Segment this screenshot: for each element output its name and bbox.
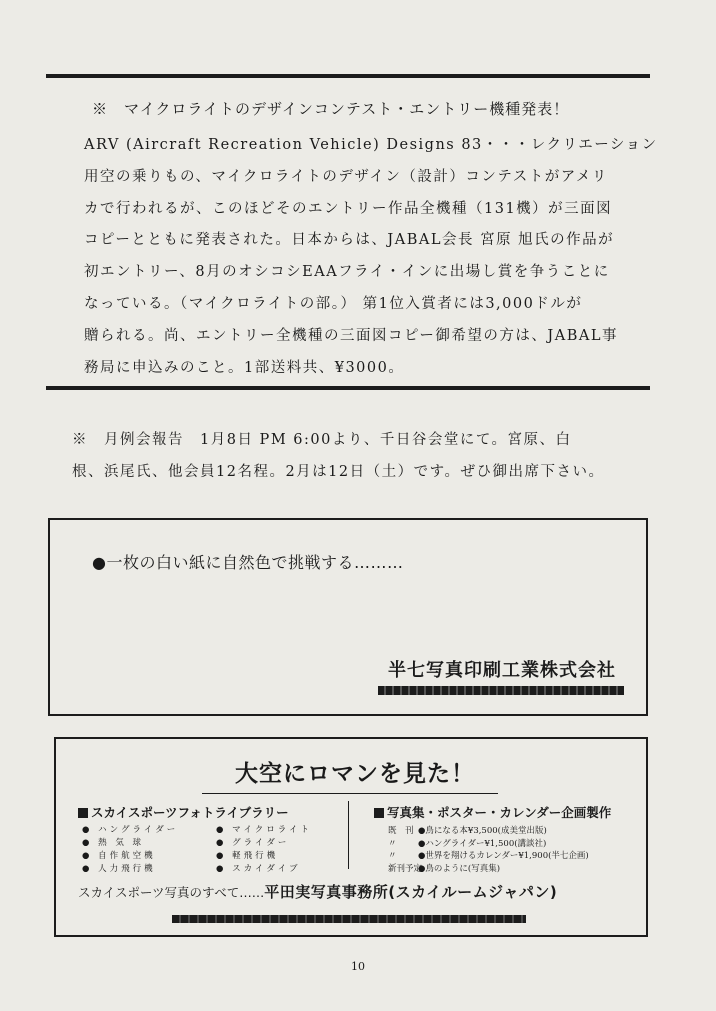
square-bullet-icon — [78, 808, 88, 818]
category-item: ● マイクロライト — [216, 825, 313, 835]
publication-item: 既 刊 ●鳥になる本¥3,500(成美堂出版) — [388, 826, 547, 836]
printer-slogan: ●一枚の白い紙に自然色で挑戦する……… — [92, 553, 404, 572]
printer-address-redacted — [378, 686, 624, 695]
column-divider — [348, 801, 349, 869]
photo-category-list — [82, 823, 332, 874]
top-rule — [46, 74, 650, 78]
category-item: ● ハングライダー — [82, 825, 179, 835]
photo-office-advertisement — [54, 737, 648, 937]
square-bullet-icon — [374, 808, 384, 818]
article-line: コピーとともに発表された。日本からは、JABAL会長 宮原 旭氏の作品が — [84, 232, 615, 249]
article-line: 初エントリー、8月のオシコシEAAフライ・インに出場し賞を争うことに — [84, 264, 610, 281]
title-underline — [202, 793, 498, 794]
article-body — [84, 130, 658, 384]
category-item: ● 人力飛行機 — [82, 864, 156, 874]
publication-item: 〃 ●世界を翔けるカレンダー¥1,900(半七企画) — [388, 851, 589, 861]
photo-office-tagline: スカイスポーツ写真のすべて……平田実写真事務所(スカイルームジャパン) — [78, 883, 558, 901]
category-item: ● 自作航空機 — [82, 851, 156, 861]
production-heading: 写真集・ポスター・カレンダー企画製作 — [374, 803, 611, 821]
article-line: なっている。（マイクロライトの部。） 第1位入賞者には3,000ドルが — [84, 295, 583, 312]
category-item: ● グライダー — [216, 838, 290, 848]
publication-item: 新刊予定●鳥のように(写真集) — [388, 863, 501, 874]
meeting-line: ※ 月例会報告 1月8日 PM 6:00より、千日谷会堂にて。宮原、白 — [72, 432, 572, 448]
photo-office-address-redacted — [172, 915, 526, 923]
page-number: 10 — [351, 960, 365, 973]
category-item: ● スカイダイブ — [216, 864, 301, 874]
article-heading: ※ マイクロライトのデザインコンテスト・エントリー機種発表！ — [92, 100, 570, 118]
photo-ad-title: 大空にロマンを見た！ — [235, 761, 475, 787]
publication-list — [388, 825, 648, 875]
article-line: ARV (Aircraft Recreation Vehicle) Designs 83・・・レクリエーション — [84, 137, 658, 153]
article-line: 用空の乗りもの、マイクロライトのデザイン（設計）コンテストがアメリ — [84, 168, 608, 185]
meeting-line: 根、浜尾氏、他会員12名程。2月は12日（土）です。ぜひ御出席下さい。 — [72, 464, 605, 480]
printer-advertisement — [48, 518, 648, 716]
article-line: 贈られる。尚、エントリー全機種の三面図コピー御希望の方は、JABAL事 — [84, 327, 618, 344]
category-item: ● 熱 気 球 — [82, 838, 145, 848]
category-item: ● 軽飛行機 — [216, 851, 279, 861]
photo-library-heading: スカイスポーツフォトライブラリー — [78, 803, 289, 821]
article-line: 務局に申込みのこと。1部送料共、¥3000。 — [84, 359, 405, 376]
printer-company-name: 半七写真印刷工業株式会社 — [388, 660, 616, 681]
middle-rule — [46, 386, 650, 390]
meeting-report — [72, 424, 672, 488]
article-line: カで行われるが、このほどそのエントリー作品全機種（131機）が三面図 — [84, 200, 613, 217]
publication-item: 〃 ●ハングライダー¥1,500(講談社) — [388, 838, 547, 849]
